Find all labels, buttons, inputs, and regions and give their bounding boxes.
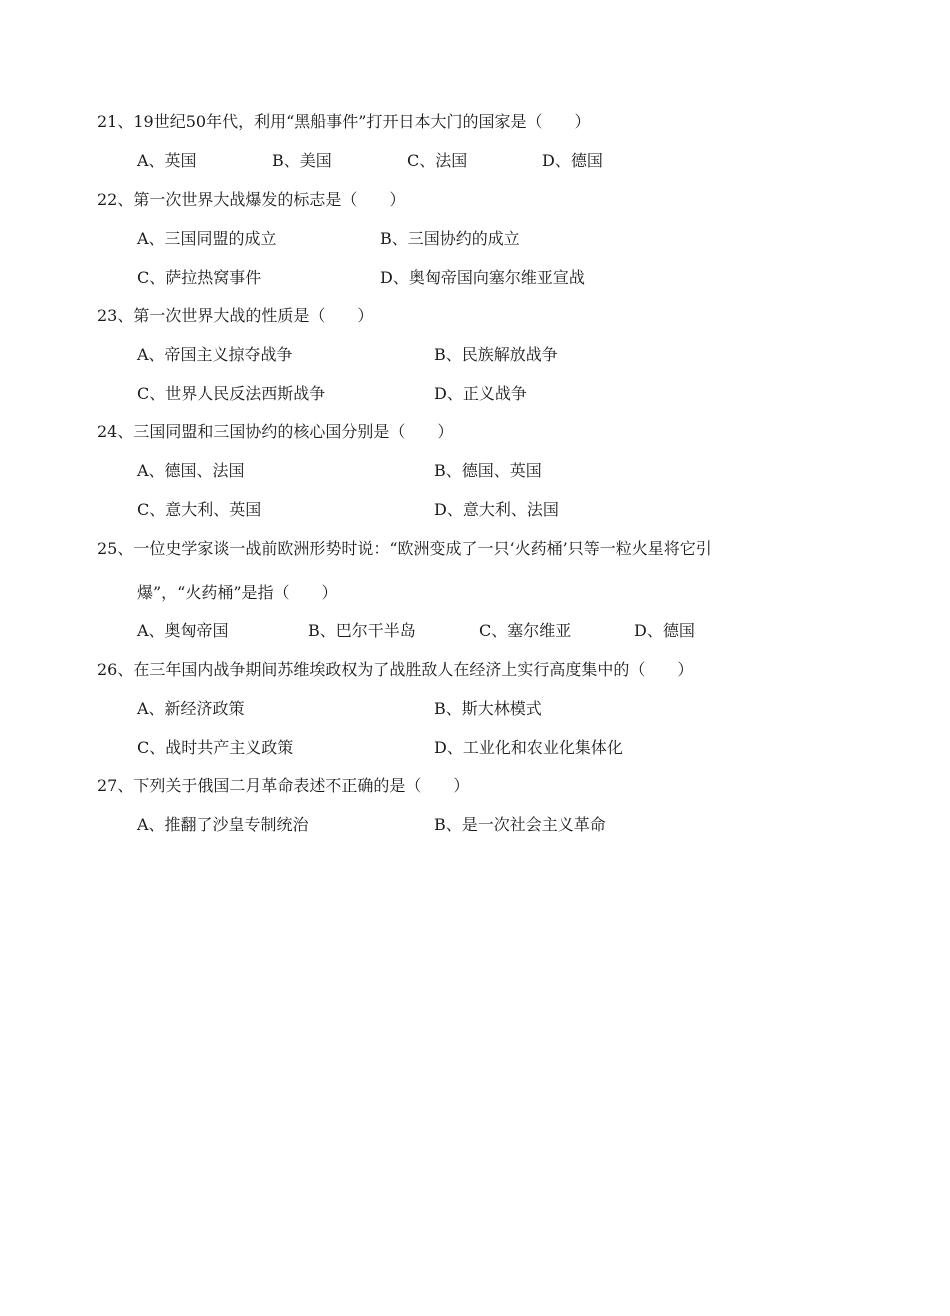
- question-26-option-a: A、新经济政策: [137, 699, 245, 718]
- question-25-option-c: C、塞尔维亚: [479, 621, 572, 640]
- question-24-option-b: B、德国、英国: [434, 461, 542, 480]
- question-24-option-c: C、意大利、英国: [137, 500, 262, 519]
- question-24-stem: 24、三国同盟和三国协约的核心国分别是（ ）: [97, 422, 454, 441]
- question-25-option-d: D、德国: [634, 621, 695, 640]
- question-24-option-a: A、德国、法国: [137, 461, 245, 480]
- question-23-option-a: A、帝国主义掠夺战争: [137, 345, 293, 364]
- question-21-option-c: C、法国: [407, 151, 468, 170]
- question-26-option-c: C、战时共产主义政策: [137, 738, 294, 757]
- question-22-option-a: A、三国同盟的成立: [137, 229, 277, 248]
- question-23-option-d: D、正义战争: [434, 384, 527, 403]
- question-27-option-a: A、推翻了沙皇专制统治: [137, 815, 309, 834]
- question-25-option-b: B、巴尔干半岛: [308, 621, 416, 640]
- question-27-option-b: B、是一次社会主义革命: [434, 815, 606, 834]
- question-22-stem: 22、第一次世界大战爆发的标志是（ ）: [97, 190, 406, 209]
- question-21-option-b: B、美国: [272, 151, 332, 170]
- question-22-option-b: B、三国协约的成立: [380, 229, 520, 248]
- question-22-option-c: C、萨拉热窝事件: [137, 268, 262, 287]
- question-23-option-b: B、民族解放战争: [434, 345, 558, 364]
- question-25-stem-continued: 爆”，“火药桶”是指（ ）: [137, 583, 338, 602]
- question-25-option-a: A、奥匈帝国: [137, 621, 229, 640]
- question-26-option-d: D、工业化和农业化集体化: [434, 738, 623, 757]
- question-21-option-a: A、英国: [137, 151, 197, 170]
- question-23-stem: 23、第一次世界大战的性质是（ ）: [97, 306, 374, 325]
- question-21-stem: 21、19世纪50年代，利用“黑船事件”打开日本大门的国家是（ ）: [97, 112, 591, 131]
- question-23-option-c: C、世界人民反法西斯战争: [137, 384, 326, 403]
- question-21-option-d: D、德国: [542, 151, 603, 170]
- question-24-option-d: D、意大利、法国: [434, 500, 559, 519]
- question-26-option-b: B、斯大林模式: [434, 699, 542, 718]
- question-25-stem: 25、一位史学家谈一战前欧洲形势时说：“欧洲变成了一只‘火药桶’只等一粒火星将它引: [97, 539, 712, 558]
- question-22-option-d: D、奥匈帝国向塞尔维亚宣战: [380, 268, 585, 287]
- question-26-stem: 26、在三年国内战争期间苏维埃政权为了战胜敌人在经济上实行高度集中的（ ）: [97, 660, 694, 679]
- question-27-stem: 27、下列关于俄国二月革命表述不正确的是（ ）: [97, 776, 470, 795]
